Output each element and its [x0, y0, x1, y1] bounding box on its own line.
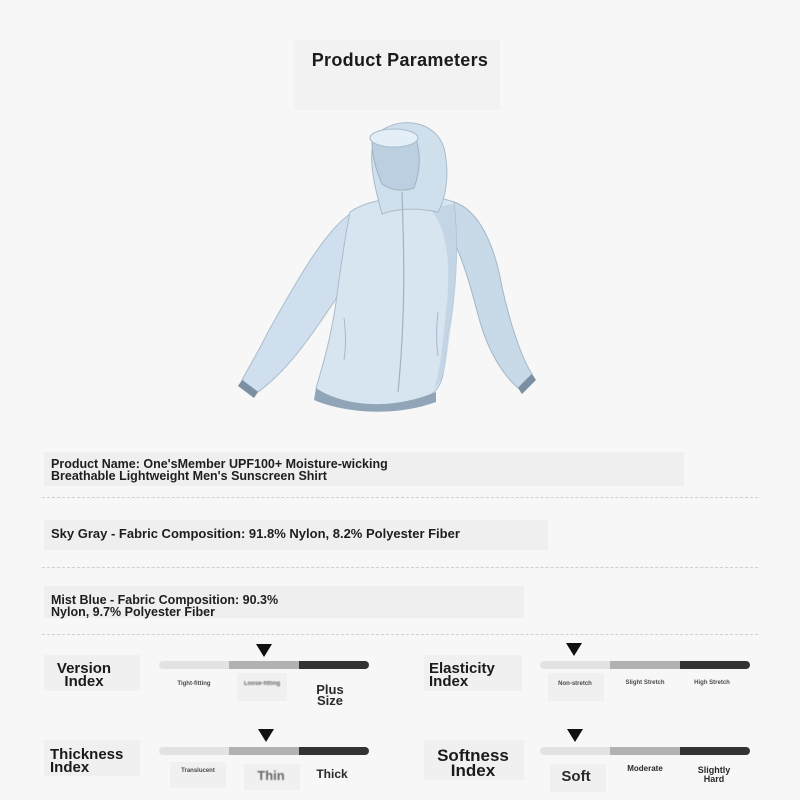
triangle-down-icon: [567, 729, 583, 742]
thickness-index-bar: [159, 747, 369, 755]
version-index-bar: [159, 661, 369, 669]
version-option-tight: Tight-fitting: [177, 681, 211, 687]
softness-option-slightly-hard: Slightly Hard: [697, 765, 731, 784]
thickness-index-label: Thickness Index: [50, 746, 124, 776]
version-index-label: Version Index: [56, 660, 112, 690]
softness-index-label: Softness Index: [437, 746, 509, 780]
elasticity-option-non-stretch: Non-stretch: [558, 681, 592, 687]
triangle-down-icon: [256, 644, 272, 657]
mist-blue-composition: Mist Blue - Fabric Composition: 90.3% Nylon, 9.7% Polyester Fiber: [51, 593, 279, 619]
sky-gray-composition: Sky Gray - Fabric Composition: 91.8% Nylon, 8.2% Polyester Fiber: [51, 526, 460, 541]
thickness-option-thick: Thick: [316, 767, 348, 781]
elasticity-option-slight: Slight Stretch: [625, 680, 665, 686]
product-name: Product Name: One'sMember UPF100+ Moisture-wicking Breathable Lightweight Men's Sunscreen Shirt: [51, 457, 388, 483]
elasticity-option-high: High Stretch: [694, 680, 730, 686]
thickness-option-thin: Thin: [257, 768, 285, 783]
triangle-down-icon: [566, 643, 582, 656]
triangle-down-icon: [258, 729, 274, 742]
divider: [42, 567, 758, 568]
version-option-plus: Plus Size: [316, 682, 344, 708]
softness-option-soft: Soft: [561, 768, 591, 785]
softness-index-bar: [540, 747, 750, 755]
divider: [42, 497, 758, 498]
version-option-loose: Loose-fitting: [243, 681, 281, 687]
softness-option-moderate: Moderate: [627, 764, 663, 773]
page-title: Product Parameters: [311, 50, 489, 70]
elasticity-index-label: Elasticity Index: [429, 660, 495, 690]
thickness-option-translucent: Translucent: [181, 768, 215, 774]
elasticity-index-bar: [540, 661, 750, 669]
divider: [42, 634, 758, 635]
jacket-image: [232, 112, 540, 424]
